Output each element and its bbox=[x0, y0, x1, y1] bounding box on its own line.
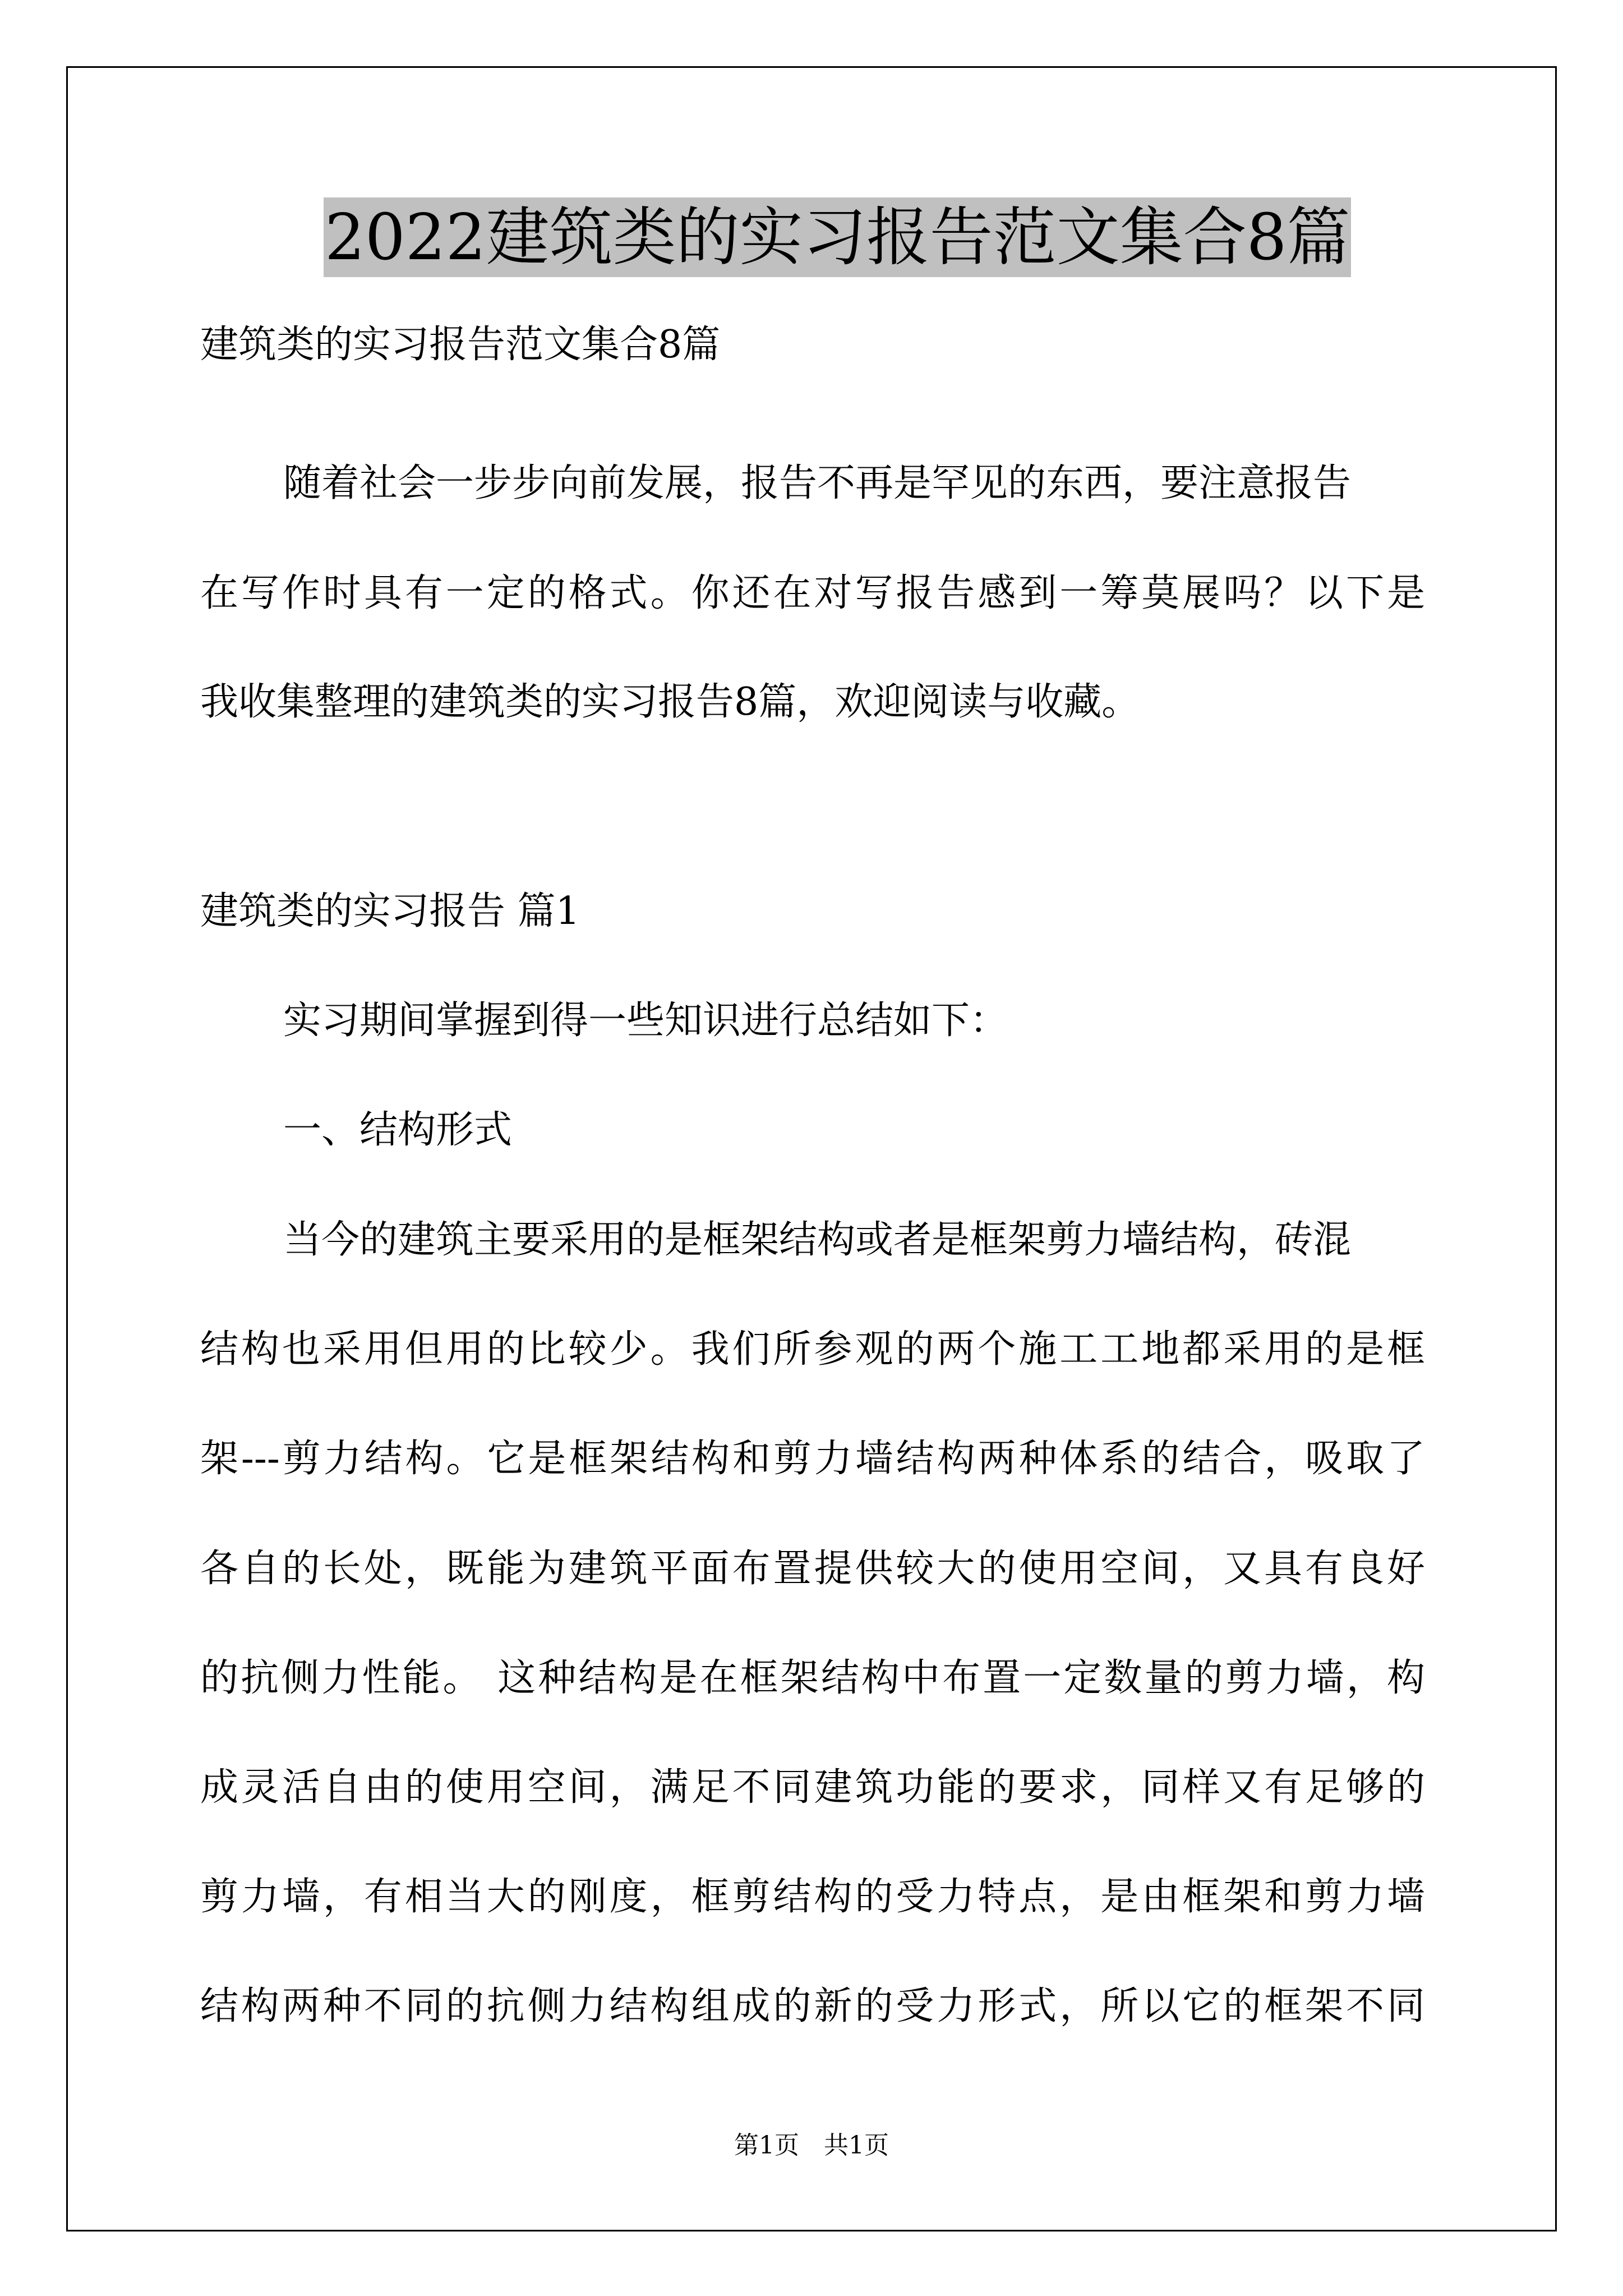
body-line: 成灵活自由的使用空间，满足不同建筑功能的要求，同样又有足够的 bbox=[200, 1765, 1425, 1810]
body-line: 架---剪力结构。它是框架结构和剪力墙结构两种体系的结合，吸取了 bbox=[200, 1437, 1425, 1481]
body-line: 当今的建筑主要采用的是框架结构或者是框架剪力墙结构，砖混 bbox=[283, 1218, 1352, 1262]
intro-line: 在写作时具有一定的格式。你还在对写报告感到一筹莫展吗？以下是 bbox=[200, 571, 1425, 615]
intro-line: 随着社会一步步向前发展，报告不再是罕见的东西，要注意报告 bbox=[283, 461, 1352, 505]
section-heading: 建筑类的实习报告 篇1 bbox=[200, 889, 580, 933]
body-line: 结构两种不同的抗侧力结构组成的新的受力形式，所以它的框架不同 bbox=[200, 1984, 1425, 2028]
subsection-heading: 一、结构形式 bbox=[283, 1108, 513, 1152]
body-line: 的抗侧力性能。 这种结构是在框架结构中布置一定数量的剪力墙，构 bbox=[200, 1656, 1425, 1700]
body-line: 结构也采用但用的比较少。我们所参观的两个施工工地都采用的是框 bbox=[200, 1327, 1425, 1372]
document-subtitle: 建筑类的实习报告范文集合8篇 bbox=[200, 323, 721, 367]
body-line: 剪力墙，有相当大的刚度，框剪结构的受力特点，是由框架和剪力墙 bbox=[200, 1875, 1425, 1919]
body-line: 各自的长处，既能为建筑平面布置提供较大的使用空间，又具有良好 bbox=[200, 1547, 1425, 1591]
summary-line: 实习期间掌握到得一些知识进行总结如下： bbox=[283, 999, 1008, 1043]
intro-line: 我收集整理的建筑类的实习报告8篇，欢迎阅读与收藏。 bbox=[200, 680, 1140, 724]
page-footer: 第1页 共1页 bbox=[734, 2131, 889, 2160]
document-title: 2022建筑类的实习报告范文集合8篇 bbox=[324, 197, 1351, 277]
